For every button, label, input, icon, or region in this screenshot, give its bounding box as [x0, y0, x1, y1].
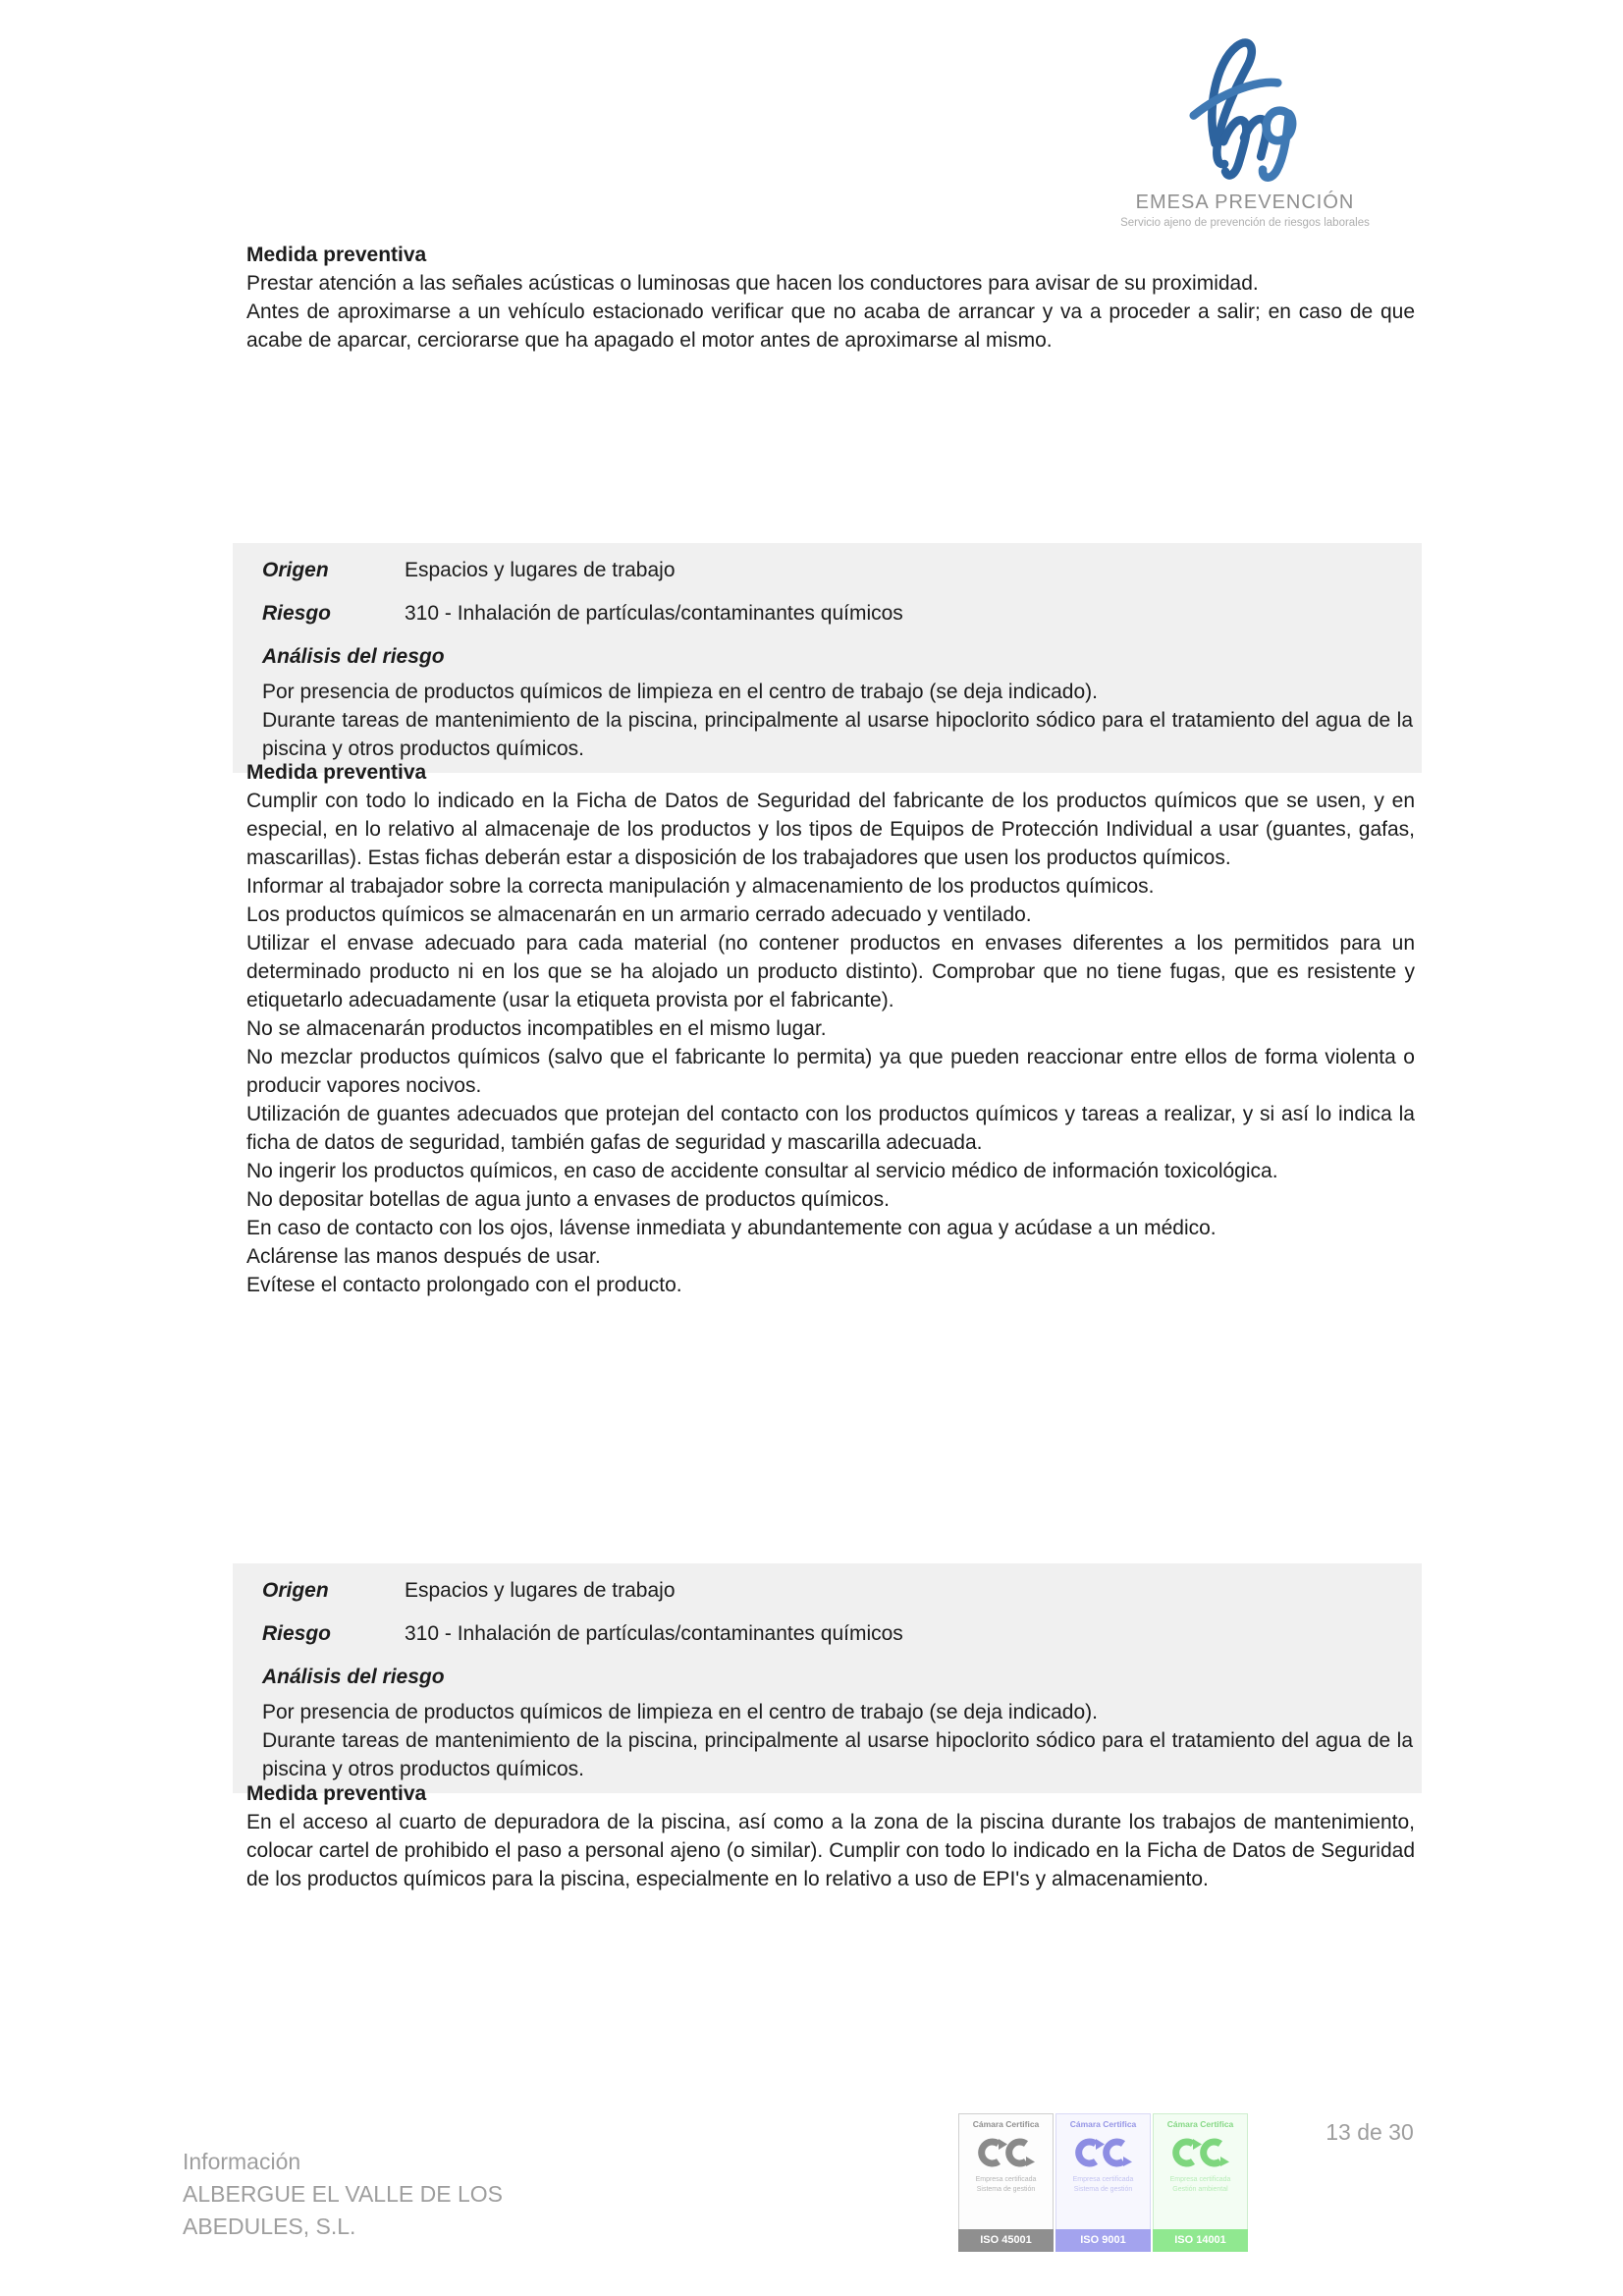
emesa-logo-icon — [1182, 33, 1308, 183]
paragraph: Informar al trabajador sobre la correcta manipulación y almacenamiento de los productos químicos. — [246, 875, 1155, 898]
footer-company-info — [183, 2146, 521, 2243]
risk-analysis-paragraph: Durante tareas de mantenimiento de la piscina, principalmente al usarse hipoclorito sódico para el tratamiento del agua de la piscina y otros productos químicos. — [262, 709, 1413, 760]
badge-line: Empresa certificada — [975, 2176, 1037, 2183]
risk-analysis-heading: Análisis del riesgo — [262, 1666, 445, 1688]
emesa-logo — [1098, 33, 1392, 231]
logo-name: EMESA PREVENCIÓN — [1135, 191, 1355, 213]
risk-label: Riesgo — [262, 1622, 332, 1645]
iso-label: ISO 45001 — [958, 2229, 1054, 2252]
camara-certifica-icon — [1072, 2136, 1135, 2169]
badge-line: Sistema de gestión — [976, 2186, 1036, 2193]
paragraph: Antes de aproximarse a un vehículo estacionado verificar que no acaba de arrancar y va a proceder a salir; en caso de que acabe de aparcar, cerciorarse que ha apagado el motor antes de aproximarse al mismo. — [246, 301, 1415, 352]
medida-preventiva-heading: Medida preventiva — [246, 244, 427, 266]
iso-45001-badge — [958, 2113, 1054, 2252]
risk-analysis-paragraph: Por presencia de productos químicos de limpieza en el centro de trabajo (se deja indicado). — [262, 681, 1098, 703]
risk-label: Riesgo — [262, 602, 332, 625]
risk-code-row — [262, 599, 1413, 628]
paragraph: No ingerir los productos químicos, en caso de accidente consultar al servicio médico de información toxicológica. — [246, 1160, 1278, 1182]
preventive-measure-section-2 — [246, 758, 1415, 1299]
risk-code-row — [262, 1619, 1413, 1648]
risk-table — [233, 1563, 1422, 1793]
badge-line: Empresa certificada — [1169, 2176, 1231, 2183]
iso-label: ISO 9001 — [1055, 2229, 1151, 2252]
badge-header: Cámara Certifica — [1069, 2119, 1137, 2129]
paragraph: Cumplir con todo lo indicado en la Ficha de Datos de Seguridad del fabricante de los productos químicos que se usen, y en especial, en lo relativo al almacenaje de los productos y los tipos de Equipos de Protección Individual a usar (guantes, gafas, mascarillas). Estas fichas deberán estar a disposición de los trabajadores que usen los productos químicos. — [246, 790, 1415, 869]
paragraph: Evítese el contacto prolongado con el producto. — [246, 1274, 682, 1296]
medida-preventiva-heading: Medida preventiva — [246, 1782, 427, 1805]
preventive-measure-section-1 — [246, 241, 1415, 355]
logo-tagline: Servicio ajeno de prevención de riesgos laborales — [1120, 217, 1370, 229]
badge-header: Cámara Certifica — [1166, 2119, 1234, 2129]
paragraph: No mezclar productos químicos (salvo que el fabricante lo permita) ya que pueden reaccionar entre ellos de forma violenta o producir vapores nocivos. — [246, 1046, 1415, 1097]
paragraph: Utilizar el envase adecuado para cada material (no contener productos en envases diferentes a los permitidos para un determinado producto ni en los que se ha alojado un producto distinto). Comprobar que no tiene fugas, que es resistente y etiquetarlo adecuadamente (usar la etiqueta provista por el fabricante). — [246, 932, 1415, 1011]
origin-label: Origen — [262, 1579, 329, 1602]
paragraph: No se almacenarán productos incompatibles en el mismo lugar. — [246, 1017, 827, 1040]
badge-line: Empresa certificada — [1072, 2176, 1134, 2183]
iso-9001-badge — [1055, 2113, 1151, 2252]
origin-label: Origen — [262, 559, 329, 581]
origin-value: Espacios y lugares de trabajo — [405, 1579, 676, 1602]
preventive-measure-section-3 — [246, 1779, 1415, 1893]
iso-label: ISO 14001 — [1153, 2229, 1248, 2252]
paragraph: En el acceso al cuarto de depuradora de la piscina, así como a la zona de la piscina durante los trabajos de mantenimiento, colocar cartel de prohibido el paso a personal ajeno (o similar). Cumplir con todo lo indicado en la Ficha de Datos de Seguridad de los productos químicos para la piscina, especialmente en lo relativo a uso de EPI's y almacenamiento. — [246, 1811, 1415, 1890]
paragraph: Prestar atención a las señales acústicas o luminosas que hacen los conductores para avisar de su proximidad. — [246, 272, 1259, 295]
risk-value: 310 - Inhalación de partículas/contaminantes químicos — [405, 602, 903, 625]
risk-analysis-heading: Análisis del riesgo — [262, 645, 445, 668]
badge-line: Sistema de gestión — [1073, 2186, 1133, 2193]
page-number: 13 de 30 — [1325, 2119, 1414, 2145]
risk-analysis-paragraph: Por presencia de productos químicos de limpieza en el centro de trabajo (se deja indicado). — [262, 1701, 1098, 1723]
risk-analysis-paragraph: Durante tareas de mantenimiento de la piscina, principalmente al usarse hipoclorito sódico para el tratamiento del agua de la piscina y otros productos químicos. — [262, 1729, 1413, 1780]
medida-preventiva-heading: Medida preventiva — [246, 761, 427, 784]
camara-certifica-icon — [975, 2136, 1038, 2169]
paragraph: No depositar botellas de agua junto a envases de productos químicos. — [246, 1188, 890, 1211]
risk-value: 310 - Inhalación de partículas/contaminantes químicos — [405, 1622, 903, 1645]
iso-14001-badge — [1153, 2113, 1248, 2252]
risk-table — [233, 543, 1422, 773]
paragraph: En caso de contacto con los ojos, lávense inmediata y abundantemente con agua y acúdase a un médico. — [246, 1217, 1217, 1239]
risk-origin-row — [262, 556, 1413, 584]
paragraph: Aclárense las manos después de usar. — [246, 1245, 601, 1268]
badge-line: Gestión ambiental — [1172, 2186, 1228, 2193]
company-name: ALBERGUE EL VALLE DE LOS ABEDULES, S.L. — [183, 2181, 503, 2239]
origin-value: Espacios y lugares de trabajo — [405, 559, 676, 581]
certification-badges — [958, 2113, 1248, 2252]
camara-certifica-icon — [1169, 2136, 1232, 2169]
risk-origin-row — [262, 1576, 1413, 1605]
paragraph: Los productos químicos se almacenarán en un armario cerrado adecuado y ventilado. — [246, 903, 1032, 926]
info-label: Información — [183, 2149, 301, 2174]
badge-header: Cámara Certifica — [972, 2119, 1040, 2129]
paragraph: Utilización de guantes adecuados que protejan del contacto con los productos químicos y tareas a realizar, y si así lo indica la ficha de datos de seguridad, también gafas de seguridad y mascarilla adecuada. — [246, 1103, 1415, 1154]
